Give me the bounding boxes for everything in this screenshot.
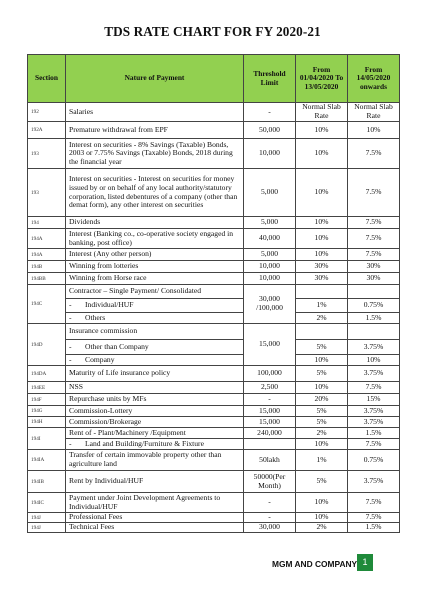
rate-period-1: 2% bbox=[296, 313, 348, 324]
table-row bbox=[28, 229, 400, 249]
table-header-row bbox=[28, 55, 400, 103]
nature-of-payment: Other than Company bbox=[85, 341, 149, 351]
nature-of-payment: Commission-Lottery bbox=[66, 406, 244, 417]
table-row bbox=[28, 285, 400, 299]
table-row bbox=[28, 261, 400, 273]
rate-period-1: 2% bbox=[296, 428, 348, 439]
header-nature: Nature of Payment bbox=[66, 55, 244, 103]
table-row: - Individual/HUF 1% 0.75% bbox=[28, 299, 400, 313]
nature-of-payment: Transfer of certain immovable property other than agriculture land bbox=[66, 450, 244, 471]
rate-period-1: 10% bbox=[296, 382, 348, 394]
section-code: 194F bbox=[28, 394, 66, 406]
rate-period-1: 30% bbox=[296, 273, 348, 285]
table-row bbox=[28, 324, 400, 340]
nature-of-payment: Commission/Brokerage bbox=[66, 417, 244, 428]
rate-period-1: 1% bbox=[296, 299, 348, 313]
nature-of-payment: Interest on securities - Interest on securities for money issued by or on behalf of any local authority/statutory corporation, listed debentures of a company (other than demat form), any other interest on securities bbox=[66, 169, 244, 217]
rate-period-2: 30% bbox=[348, 261, 400, 273]
section-code: 193 bbox=[28, 139, 66, 169]
nature-of-payment: Rent of - Plant/Machinery /Equipment bbox=[66, 428, 244, 439]
section-code: 194A bbox=[28, 229, 66, 249]
threshold-limit: 30,000 /100,000 bbox=[244, 285, 296, 324]
nature-of-payment: Company bbox=[85, 354, 115, 364]
threshold-limit: 10,000 bbox=[244, 261, 296, 273]
table-row bbox=[28, 406, 400, 417]
rate-period-2: 0.75% bbox=[348, 450, 400, 471]
threshold-limit: 240,000 bbox=[244, 428, 296, 439]
footer-company-name: MGM AND COMPANY bbox=[272, 559, 358, 569]
nature-of-payment: Winning from lotteries bbox=[66, 261, 244, 273]
rate-period-2: 7.5% bbox=[348, 229, 400, 249]
nature-of-payment: Land and Building/Furniture & Fixture bbox=[85, 438, 204, 448]
threshold-limit: 10,000 bbox=[244, 273, 296, 285]
section-code: 194B bbox=[28, 261, 66, 273]
nature-of-payment: Dividends bbox=[66, 217, 244, 229]
nature-of-payment: Contractor – Single Payment/ Consolidated bbox=[66, 285, 244, 299]
rate-period-2: 30% bbox=[348, 273, 400, 285]
header-section: Section bbox=[28, 55, 66, 103]
rate-period-1: 5% bbox=[296, 406, 348, 417]
rate-period-1: 5% bbox=[296, 417, 348, 428]
table-row bbox=[28, 217, 400, 229]
header-threshold: Threshold Limit bbox=[244, 55, 296, 103]
section-code: 194D bbox=[28, 324, 66, 366]
section-code: 194IA bbox=[28, 450, 66, 471]
table-row bbox=[28, 249, 400, 261]
rate-period-1: 10% bbox=[296, 217, 348, 229]
rate-period-2: 7.5% bbox=[348, 493, 400, 513]
page-number-badge: 1 bbox=[357, 554, 373, 571]
threshold-limit: 15,000 bbox=[244, 406, 296, 417]
table-row bbox=[28, 139, 400, 169]
section-code: 194IC bbox=[28, 493, 66, 513]
rate-period-1: 10% bbox=[296, 139, 348, 169]
threshold-limit: 50lakh bbox=[244, 450, 296, 471]
rate-period-2: 1.5% bbox=[348, 523, 400, 533]
threshold-limit: 10,000 bbox=[244, 139, 296, 169]
section-code: 194I bbox=[28, 428, 66, 450]
table-row bbox=[28, 428, 400, 439]
rate-period-1: 2% bbox=[296, 523, 348, 533]
nature-of-payment: Winning from Horse race bbox=[66, 273, 244, 285]
table-row bbox=[28, 382, 400, 394]
nature-of-payment: Professional Fees bbox=[66, 513, 244, 523]
threshold-limit: 40,000 bbox=[244, 229, 296, 249]
table-row bbox=[28, 417, 400, 428]
threshold-limit: 5,000 bbox=[244, 249, 296, 261]
section-code: 194BB bbox=[28, 273, 66, 285]
section-code: 194A bbox=[28, 249, 66, 261]
nature-of-payment: Maturity of Life insurance policy bbox=[66, 366, 244, 382]
section-code: 194EE bbox=[28, 382, 66, 394]
rate-period-2: 7.5% bbox=[348, 513, 400, 523]
threshold-limit: 100,000 bbox=[244, 366, 296, 382]
rate-period-2: 3.75% bbox=[348, 417, 400, 428]
table-row bbox=[28, 122, 400, 139]
rate-period-2: 10% bbox=[348, 355, 400, 366]
nature-of-payment: Repurchase units by MFs bbox=[66, 394, 244, 406]
rate-period-2: 10% bbox=[348, 122, 400, 139]
section-code: 194IB bbox=[28, 471, 66, 493]
threshold-limit: 15,000 bbox=[244, 324, 296, 366]
table-row: - Others 2% 1.5% bbox=[28, 313, 400, 324]
nature-of-payment: Technical Fees bbox=[66, 523, 244, 533]
tds-rate-table bbox=[27, 54, 400, 533]
rate-period-2: Normal Slab Rate bbox=[348, 103, 400, 122]
section-code: 194C bbox=[28, 285, 66, 324]
threshold-limit: 50000(Per Month) bbox=[244, 471, 296, 493]
rate-period-1: 5% bbox=[296, 366, 348, 382]
threshold-limit: - bbox=[244, 513, 296, 523]
table-row: - Land and Building/Furniture & Fixture 10% 7.5% bbox=[28, 439, 400, 450]
table-row bbox=[28, 513, 400, 523]
table-row bbox=[28, 273, 400, 285]
nature-of-payment: Salaries bbox=[66, 103, 244, 122]
nature-of-payment: Individual/HUF bbox=[85, 300, 134, 310]
section-code: 192A bbox=[28, 122, 66, 139]
rate-period-1: 10% bbox=[296, 513, 348, 523]
rate-period-1: 10% bbox=[296, 493, 348, 513]
rate-period-2: 1.5% bbox=[348, 313, 400, 324]
rate-period-1: 10% bbox=[296, 169, 348, 217]
rate-period-2: 7.5% bbox=[348, 139, 400, 169]
rate-period-1: 1% bbox=[296, 450, 348, 471]
rate-period-1: 30% bbox=[296, 261, 348, 273]
rate-period-2: 7.5% bbox=[348, 169, 400, 217]
section-code: 192 bbox=[28, 103, 66, 122]
nature-of-payment: Premature withdrawal from EPF bbox=[66, 122, 244, 139]
table-row bbox=[28, 523, 400, 533]
rate-period-2: 3.75% bbox=[348, 366, 400, 382]
rate-period-1: 5% bbox=[296, 471, 348, 493]
header-period-2: From 14/05/2020 onwards bbox=[348, 55, 400, 103]
rate-period-2: 0.75% bbox=[348, 299, 400, 313]
table-row bbox=[28, 103, 400, 122]
nature-of-payment: Others bbox=[85, 312, 106, 322]
rate-period-2: 7.5% bbox=[348, 249, 400, 261]
section-code: 194 bbox=[28, 217, 66, 229]
section-code: 194G bbox=[28, 406, 66, 417]
section-code: 194J bbox=[28, 523, 66, 533]
rate-period-1: 20% bbox=[296, 394, 348, 406]
threshold-limit: - bbox=[244, 493, 296, 513]
rate-period-1: 10% bbox=[296, 249, 348, 261]
header-period-1: From 01/04/2020 To 13/05/2020 bbox=[296, 55, 348, 103]
threshold-limit: - bbox=[244, 394, 296, 406]
rate-period-1: Normal Slab Rate bbox=[296, 103, 348, 122]
rate-period-1: 10% bbox=[296, 439, 348, 450]
rate-period-2: 3.75% bbox=[348, 340, 400, 355]
table-row bbox=[28, 394, 400, 406]
threshold-limit: 5,000 bbox=[244, 169, 296, 217]
threshold-limit: - bbox=[244, 103, 296, 122]
rate-period-2: 3.75% bbox=[348, 471, 400, 493]
nature-of-payment: Insurance commission bbox=[66, 324, 244, 340]
rate-period-1: 10% bbox=[296, 355, 348, 366]
rate-period-1: 10% bbox=[296, 122, 348, 139]
section-code: 194J bbox=[28, 513, 66, 523]
table-row bbox=[28, 450, 400, 471]
rate-period-2: 15% bbox=[348, 394, 400, 406]
threshold-limit: 15,000 bbox=[244, 417, 296, 428]
nature-of-payment: NSS bbox=[66, 382, 244, 394]
table-row bbox=[28, 366, 400, 382]
rate-period-2: 7.5% bbox=[348, 217, 400, 229]
rate-period-2: 7.5% bbox=[348, 382, 400, 394]
nature-of-payment: Interest (Banking co., co-operative society engaged in banking, post office) bbox=[66, 229, 244, 249]
table-row: - Other than Company 5% 3.75% bbox=[28, 340, 400, 355]
rate-period-2: 1.5% bbox=[348, 428, 400, 439]
rate-period-1: 10% bbox=[296, 229, 348, 249]
nature-of-payment: Interest on securities - 8% Savings (Taxable) Bonds, 2003 or 7.75% Savings (Taxable) Bonds, 2018 during the financial year bbox=[66, 139, 244, 169]
section-code: 194H bbox=[28, 417, 66, 428]
rate-period-1: 5% bbox=[296, 340, 348, 355]
nature-of-payment: Interest (Any other person) bbox=[66, 249, 244, 261]
table-row bbox=[28, 493, 400, 513]
threshold-limit: 50,000 bbox=[244, 122, 296, 139]
table-row bbox=[28, 169, 400, 217]
nature-of-payment: Rent by Individual/HUF bbox=[66, 471, 244, 493]
rate-period-2: 7.5% bbox=[348, 439, 400, 450]
table-row: - Company 10% 10% bbox=[28, 355, 400, 366]
section-code: 194DA bbox=[28, 366, 66, 382]
nature-of-payment: Payment under Joint Development Agreements to Individual/HUF bbox=[66, 493, 244, 513]
threshold-limit: 30,000 bbox=[244, 523, 296, 533]
rate-period-2: 3.75% bbox=[348, 406, 400, 417]
table-row bbox=[28, 471, 400, 493]
threshold-limit: 5,000 bbox=[244, 217, 296, 229]
page-title: TDS RATE CHART FOR FY 2020-21 bbox=[104, 24, 321, 39]
section-code: 193 bbox=[28, 169, 66, 217]
threshold-limit: 2,500 bbox=[244, 382, 296, 394]
